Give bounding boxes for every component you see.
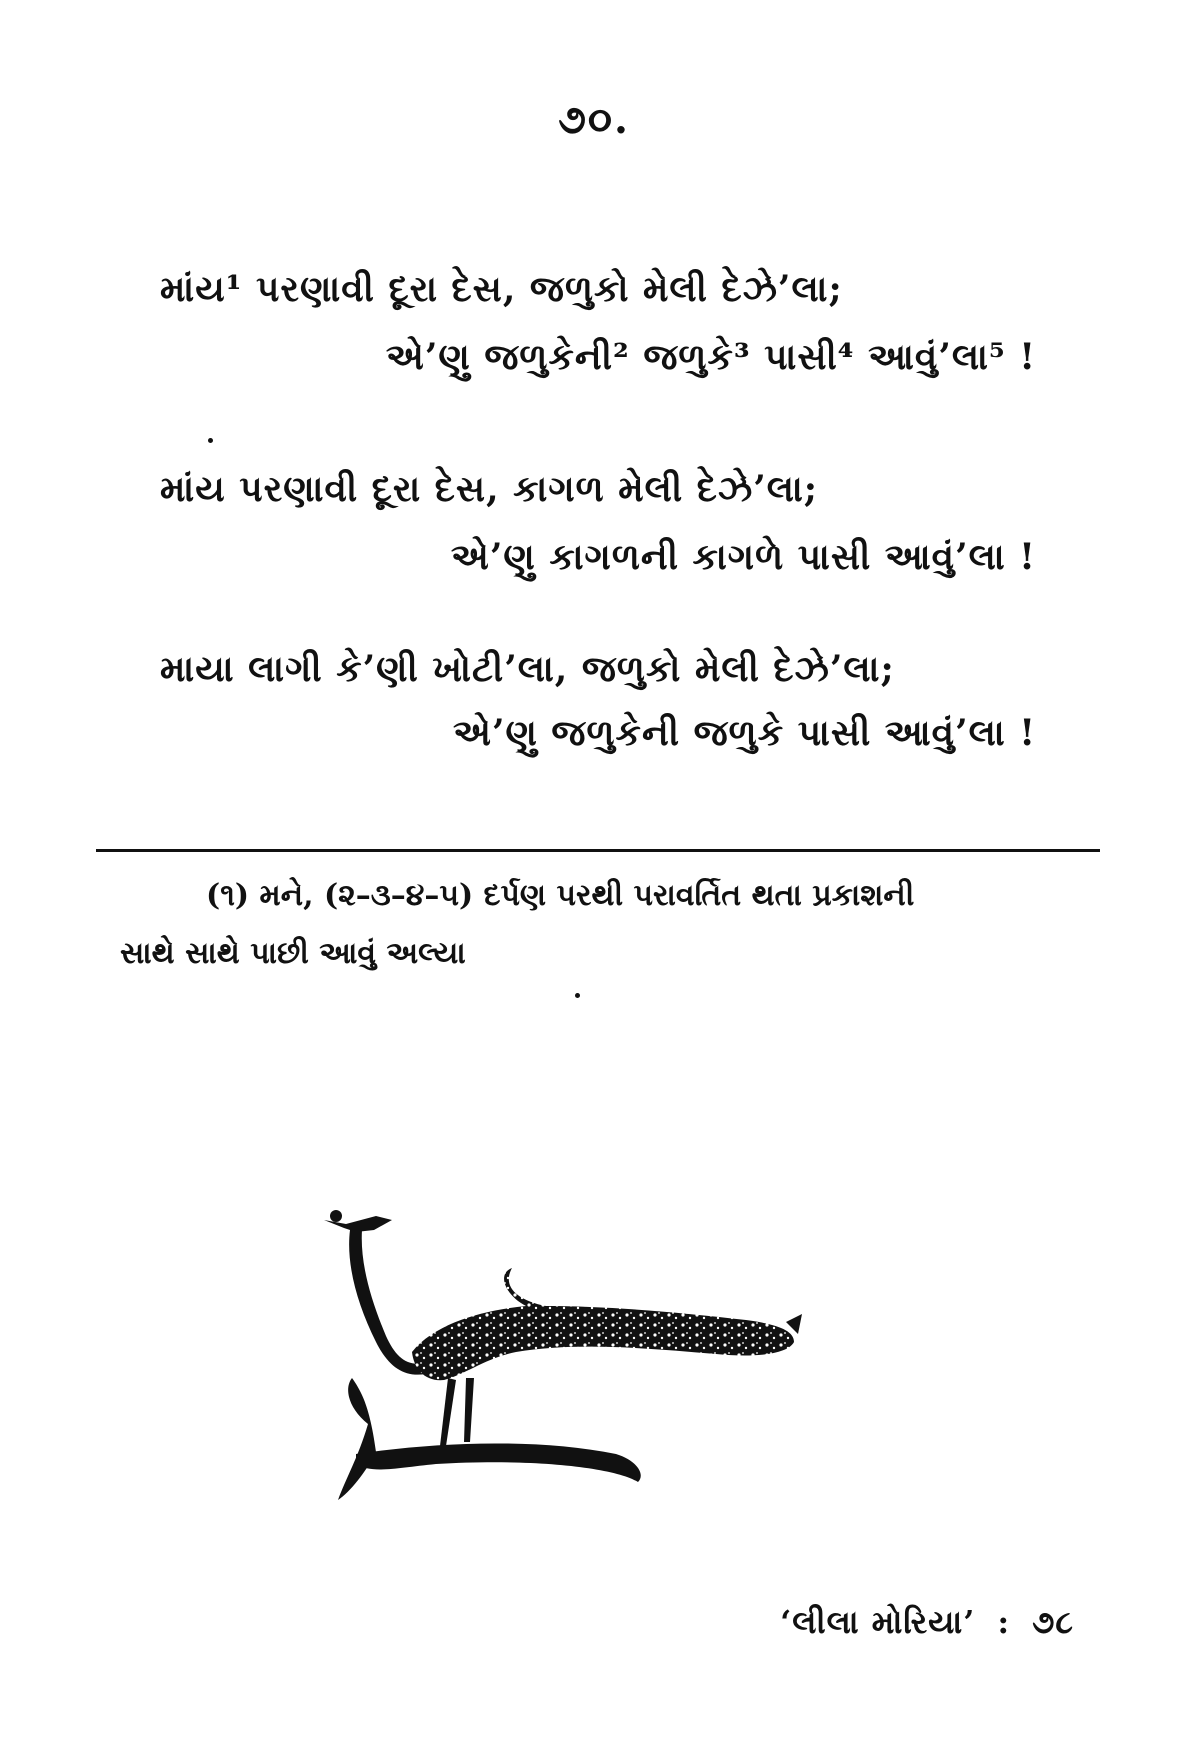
caption-separator: :	[997, 1603, 1011, 1641]
footnote-line-2: સાથે સાથે પાછી આવું અલ્યા	[120, 936, 466, 971]
stray-dot	[208, 438, 213, 443]
stanza-2-line-2: એ’ણુ કાગળની કાગળે પાસી આવું’લા !	[450, 536, 1036, 578]
book-caption	[780, 1603, 1074, 1642]
stanza-1-line-2: એ’ણુ જળુકેની² જળુકે³ પાસી⁴ આવું’લા⁵ !	[385, 336, 1036, 378]
page-number: ૭૦.	[558, 96, 630, 143]
stanza-3-line-2: એ’ણુ જળુકેની જળુકે પાસી આવું’લા !	[452, 712, 1036, 754]
caption-title: ‘લીલા મોરિયા’	[780, 1603, 976, 1641]
stray-dot	[575, 993, 580, 998]
footnote-line-1: (૧) મને, (૨–૩–૪–૫) દર્પણ પરથી પરાવર્તિત થતા પ્રકાશની	[206, 878, 915, 913]
stanza-3-line-1: માયા લાગી કે’ણી ખોટી’લા, જળુકો મેલી દેઝે’લા;	[160, 648, 895, 690]
stanza-1-line-1: માંય¹ પરણાવી દૂરા દેસ, જળુકો મેલી દેઝે’લા;	[160, 268, 843, 310]
caption-number: ૭૮	[1032, 1603, 1074, 1641]
stanza-2-line-1: માંય પરણાવી દૂરા દેસ, કાગળ મેલી દેઝે’લા;	[160, 468, 819, 510]
footnote-divider	[96, 849, 1100, 852]
peacock-drawing-icon	[316, 1202, 876, 1502]
